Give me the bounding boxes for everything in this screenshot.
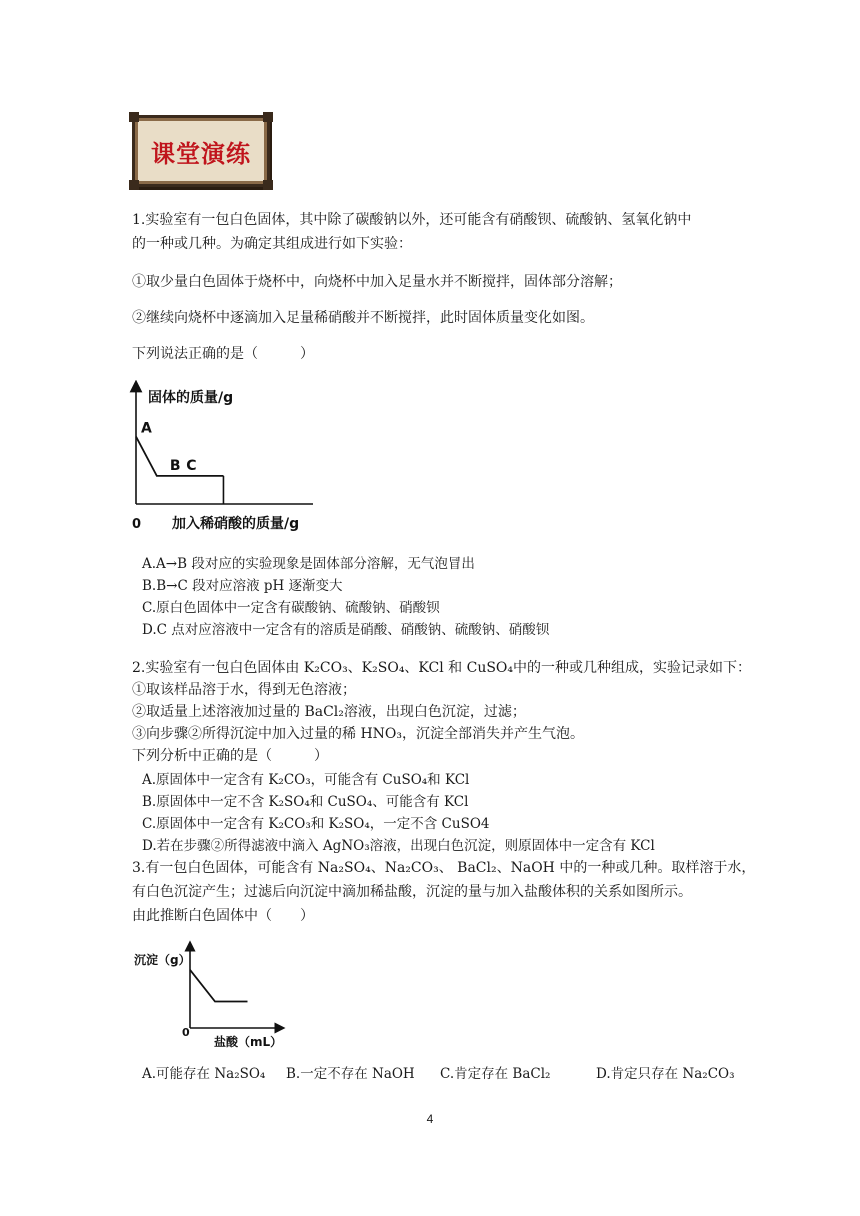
section-title: 课堂演练 — [151, 139, 251, 168]
q1-step2: ②继续向烧杯中逐滴加入足量稀硝酸并不断搅拌，此时固体质量变化如图。 — [132, 310, 594, 326]
point-label-a: A — [141, 420, 152, 437]
q3-option-b: B.一定不存在 NaOH — [286, 1066, 415, 1082]
q2-option-d: D.若在步骤②所得滤液中滴入 AgNO₃溶液，出现白色沉淀，则原固体中一定含有 KCl — [142, 838, 655, 854]
series-line — [190, 970, 248, 1002]
q3-option-c: C.肯定存在 BaCl₂ — [440, 1066, 551, 1082]
q2-ask: 下列分析中正确的是（ ） — [132, 748, 328, 764]
y-axis-label: 沉淀（g） — [134, 953, 191, 967]
section-banner — [132, 115, 270, 187]
point-label-c: C — [186, 457, 197, 474]
q2-option-c: C.原固体中一定含有 K₂CO₃和 K₂SO₄，一定不含 CuSO4 — [142, 816, 490, 832]
q3-chart — [132, 940, 292, 1052]
q1-stem-line2: 的一种或几种。为确定其组成进行如下实验： — [132, 236, 412, 252]
q1-step1: ①取少量白色固体于烧杯中，向烧杯中加入足量水并不断搅拌，固体部分溶解； — [132, 274, 622, 290]
q2-step2: ②取适量上述溶液加过量的 BaCl₂溶液，出现白色沉淀，过滤； — [132, 704, 526, 720]
origin-label: 0 — [132, 517, 142, 532]
point-label-b: B — [169, 457, 181, 474]
q1-option-d: D.C 点对应溶液中一定含有的溶质是硝酸、硝酸钠、硫酸钠、硝酸钡 — [142, 622, 550, 638]
q2-option-b: B.原固体中一定不含 K₂SO₄和 CuSO₄、可能含有 KCl — [142, 794, 469, 810]
q1-option-a: A.A→B 段对应的实验现象是固体部分溶解，无气泡冒出 — [142, 556, 475, 572]
x-axis-label: 盐酸（mL） — [214, 1035, 283, 1049]
q2-stem: 2.实验室有一包白色固体由 K₂CO₃、K₂SO₄、KCl 和 CuSO₄中的一种或几种组成，实验记录如下： — [132, 660, 752, 676]
q2-option-a: A.原固体中一定含有 K₂CO₃，可能含有 CuSO₄和 KCl — [142, 772, 470, 788]
q2-step3: ③向步骤②所得沉淀中加入过量的稀 HNO₃，沉淀全部消失并产生气泡。 — [132, 726, 584, 742]
q1-ask: 下列说法正确的是（ ） — [132, 346, 314, 362]
q3-stem-line3: 由此推断白色固体中（ ） — [132, 908, 314, 924]
y-axis-label: 固体的质量/g — [148, 390, 234, 406]
q1-stem-line1: 1.实验室有一包白色固体，其中除了碳酸钠以外，还可能含有硝酸钡、硫酸钠、氢氧化钠中 — [132, 212, 692, 228]
q3-stem-line2: 有白色沉淀产生；过滤后向沉淀中滴加稀盐酸，沉淀的量与加入盐酸体积的关系如图所示。 — [132, 884, 692, 900]
origin-label: 0 — [182, 1026, 190, 1039]
q1-option-c: C.原白色固体中一定含有碳酸钠、硫酸钠、硝酸钡 — [142, 600, 440, 616]
q3-option-d: D.肯定只存在 Na₂CO₃ — [596, 1066, 735, 1082]
q1-chart — [128, 380, 328, 532]
page-number: 4 — [426, 1112, 434, 1126]
q3-stem-line1: 3.有一包白色固体，可能含有 Na₂SO₄、Na₂CO₃、 BaCl₂、NaOH 中的一种或几种。取样溶于水， — [132, 860, 756, 876]
q2-step1: ①取该样品溶于水，得到无色溶液； — [132, 682, 356, 698]
q3-option-a: A.可能存在 Na₂SO₄ — [142, 1066, 266, 1082]
q1-option-b: B.B→C 段对应溶液 pH 逐渐变大 — [142, 578, 343, 594]
x-axis-label: 加入稀硝酸的质量/g — [172, 516, 300, 532]
